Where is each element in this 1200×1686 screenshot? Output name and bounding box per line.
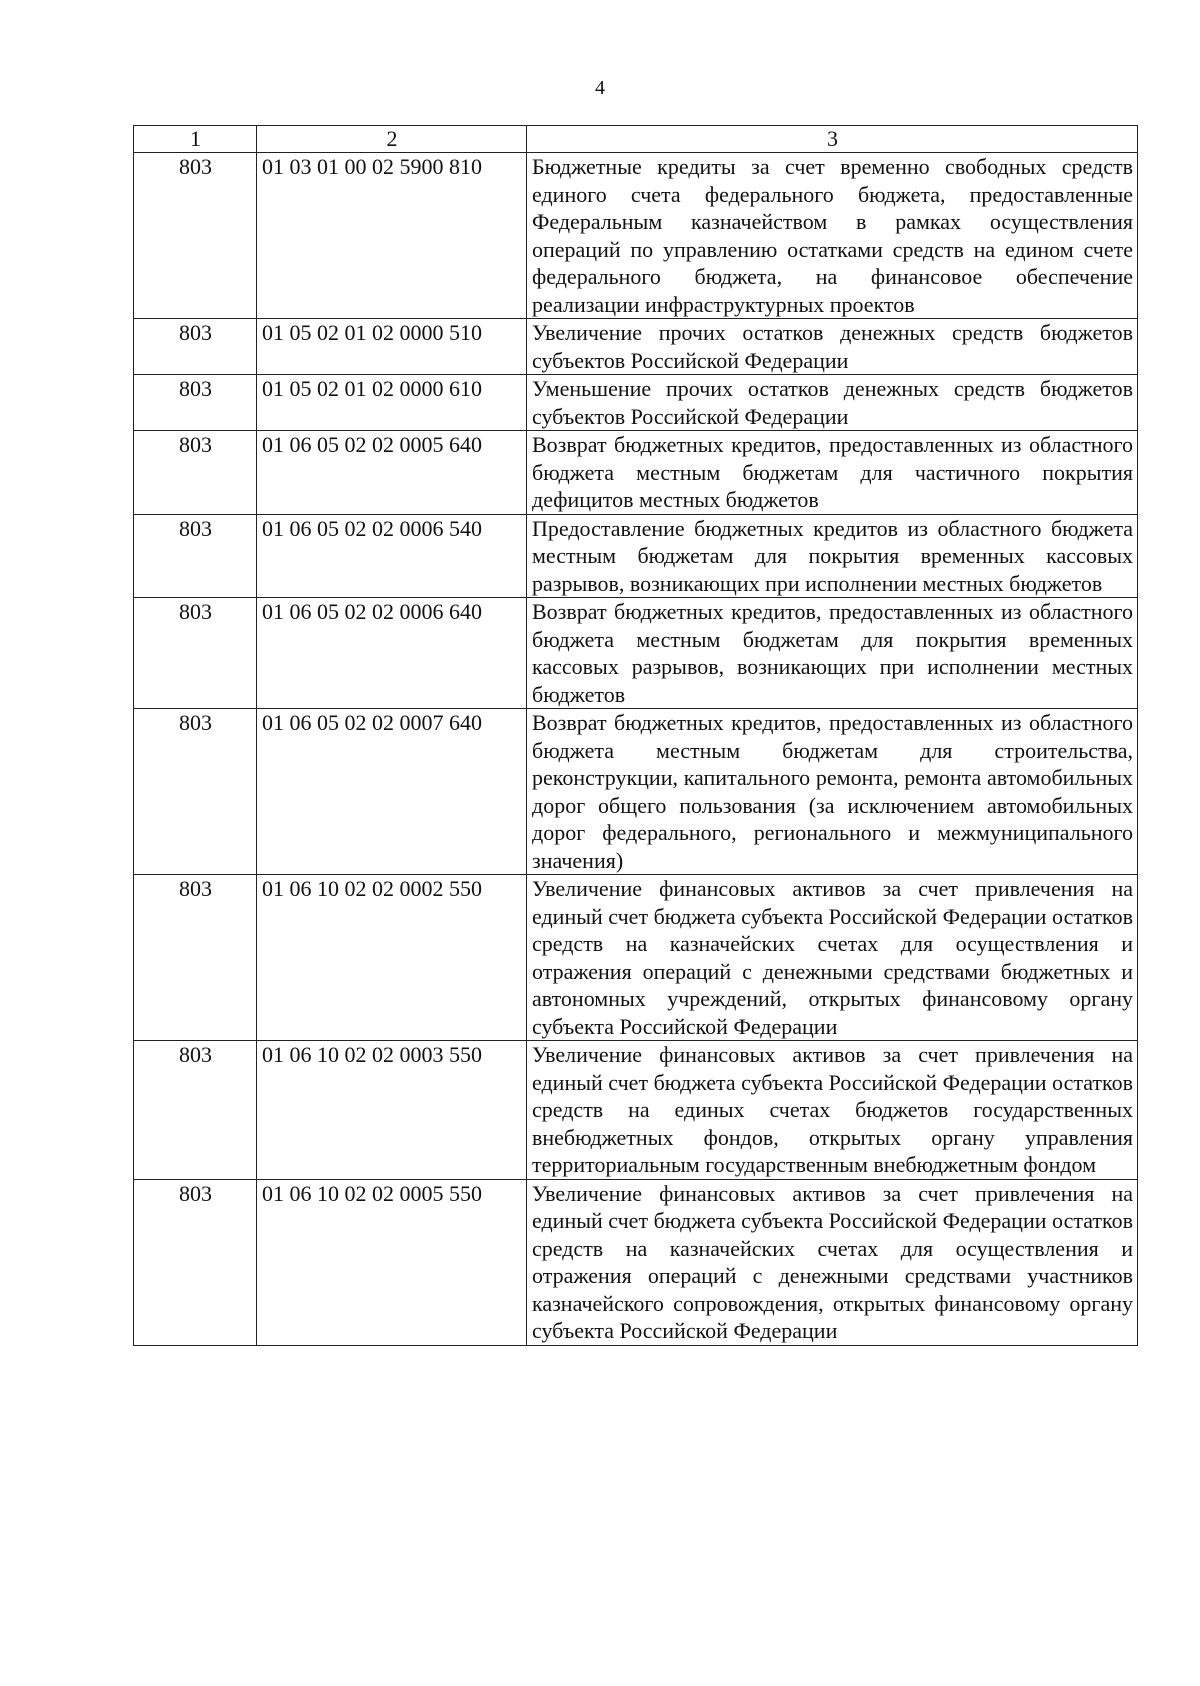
table-row xyxy=(134,1179,1138,1345)
admin-code-cell: 803 xyxy=(134,375,257,431)
budget-code-cell: 01 06 05 02 02 0007 640 xyxy=(257,709,527,875)
description-cell: Возврат бюджетных кредитов, предоставленных из областного бюджета местным бюджетам для частичного покрытия дефицитов местных бюджетов xyxy=(527,431,1138,515)
description-cell: Бюджетные кредиты за счет временно свободных средств единого счета федерального бюджета, предоставленные Федеральным казначейством в рамках осуществления операций по управлению остатками средств на едином счете федерального бюджета, на финансовое обеспечение реализации инфраструктурных проектов xyxy=(527,153,1138,319)
table-row xyxy=(134,375,1138,431)
table-row xyxy=(134,431,1138,515)
budget-code-cell: 01 05 02 01 02 0000 610 xyxy=(257,375,527,431)
budget-code-cell: 01 06 10 02 02 0003 550 xyxy=(257,1041,527,1180)
budget-code-cell: 01 06 10 02 02 0002 550 xyxy=(257,875,527,1041)
table-header-row xyxy=(134,126,1138,153)
budget-code-cell: 01 06 05 02 02 0005 640 xyxy=(257,431,527,515)
admin-code-cell: 803 xyxy=(134,319,257,375)
admin-code-cell: 803 xyxy=(134,875,257,1041)
budget-code-cell: 01 05 02 01 02 0000 510 xyxy=(257,319,527,375)
description-cell: Возврат бюджетных кредитов, предоставленных из областного бюджета местным бюджетам для покрытия временных кассовых разрывов, возникающих при исполнении местных бюджетов xyxy=(527,598,1138,709)
admin-code-cell: 803 xyxy=(134,598,257,709)
admin-code-cell: 803 xyxy=(134,1041,257,1180)
description-cell: Увеличение финансовых активов за счет привлечения на единый счет бюджета субъекта Российской Федерации остатков средств на казначейских счетах для осуществления и отражения операций с денежными средствами бюджетных и автономных учреждений, открытых финансовому органу субъекта Российской Федерации xyxy=(527,875,1138,1041)
page-number: 4 xyxy=(595,77,605,99)
admin-code-cell: 803 xyxy=(134,1179,257,1345)
budget-codes-table xyxy=(133,125,1138,1346)
column-header-1: 1 xyxy=(134,126,257,153)
table-row xyxy=(134,1041,1138,1180)
admin-code-cell: 803 xyxy=(134,431,257,515)
description-cell: Увеличение прочих остатков денежных средств бюджетов субъектов Российской Федерации xyxy=(527,319,1138,375)
table-row xyxy=(134,514,1138,598)
table-row xyxy=(134,709,1138,875)
budget-code-cell: 01 06 05 02 02 0006 540 xyxy=(257,514,527,598)
table-row xyxy=(134,598,1138,709)
table-row xyxy=(134,153,1138,319)
budget-code-cell: 01 06 05 02 02 0006 640 xyxy=(257,598,527,709)
description-cell: Увеличение финансовых активов за счет привлечения на единый счет бюджета субъекта Российской Федерации остатков средств на казначейских счетах для осуществления и отражения операций с денежными средствами участников казначейского сопровождения, открытых финансовому органу субъекта Российской Федерации xyxy=(527,1179,1138,1345)
table-row xyxy=(134,875,1138,1041)
description-cell: Уменьшение прочих остатков денежных средств бюджетов субъектов Российской Федерации xyxy=(527,375,1138,431)
budget-code-cell: 01 03 01 00 02 5900 810 xyxy=(257,153,527,319)
budget-code-cell: 01 06 10 02 02 0005 550 xyxy=(257,1179,527,1345)
description-cell: Увеличение финансовых активов за счет привлечения на единый счет бюджета субъекта Российской Федерации остатков средств на единых счетах бюджетов государственных внебюджетных фондов, открытых органу управления территориальным государственным внебюджетным фондом xyxy=(527,1041,1138,1180)
column-header-2: 2 xyxy=(257,126,527,153)
admin-code-cell: 803 xyxy=(134,709,257,875)
admin-code-cell: 803 xyxy=(134,153,257,319)
description-cell: Предоставление бюджетных кредитов из областного бюджета местным бюджетам для покрытия временных кассовых разрывов, возникающих при исполнении местных бюджетов xyxy=(527,514,1138,598)
column-header-3: 3 xyxy=(527,126,1138,153)
description-cell: Возврат бюджетных кредитов, предоставленных из областного бюджета местным бюджетам для строительства, реконструкции, капитального ремонта, ремонта автомобильных дорог общего пользования (за исключением автомобильных дорог федерального, регионального и межмуниципального значения) xyxy=(527,709,1138,875)
table-row xyxy=(134,319,1138,375)
admin-code-cell: 803 xyxy=(134,514,257,598)
